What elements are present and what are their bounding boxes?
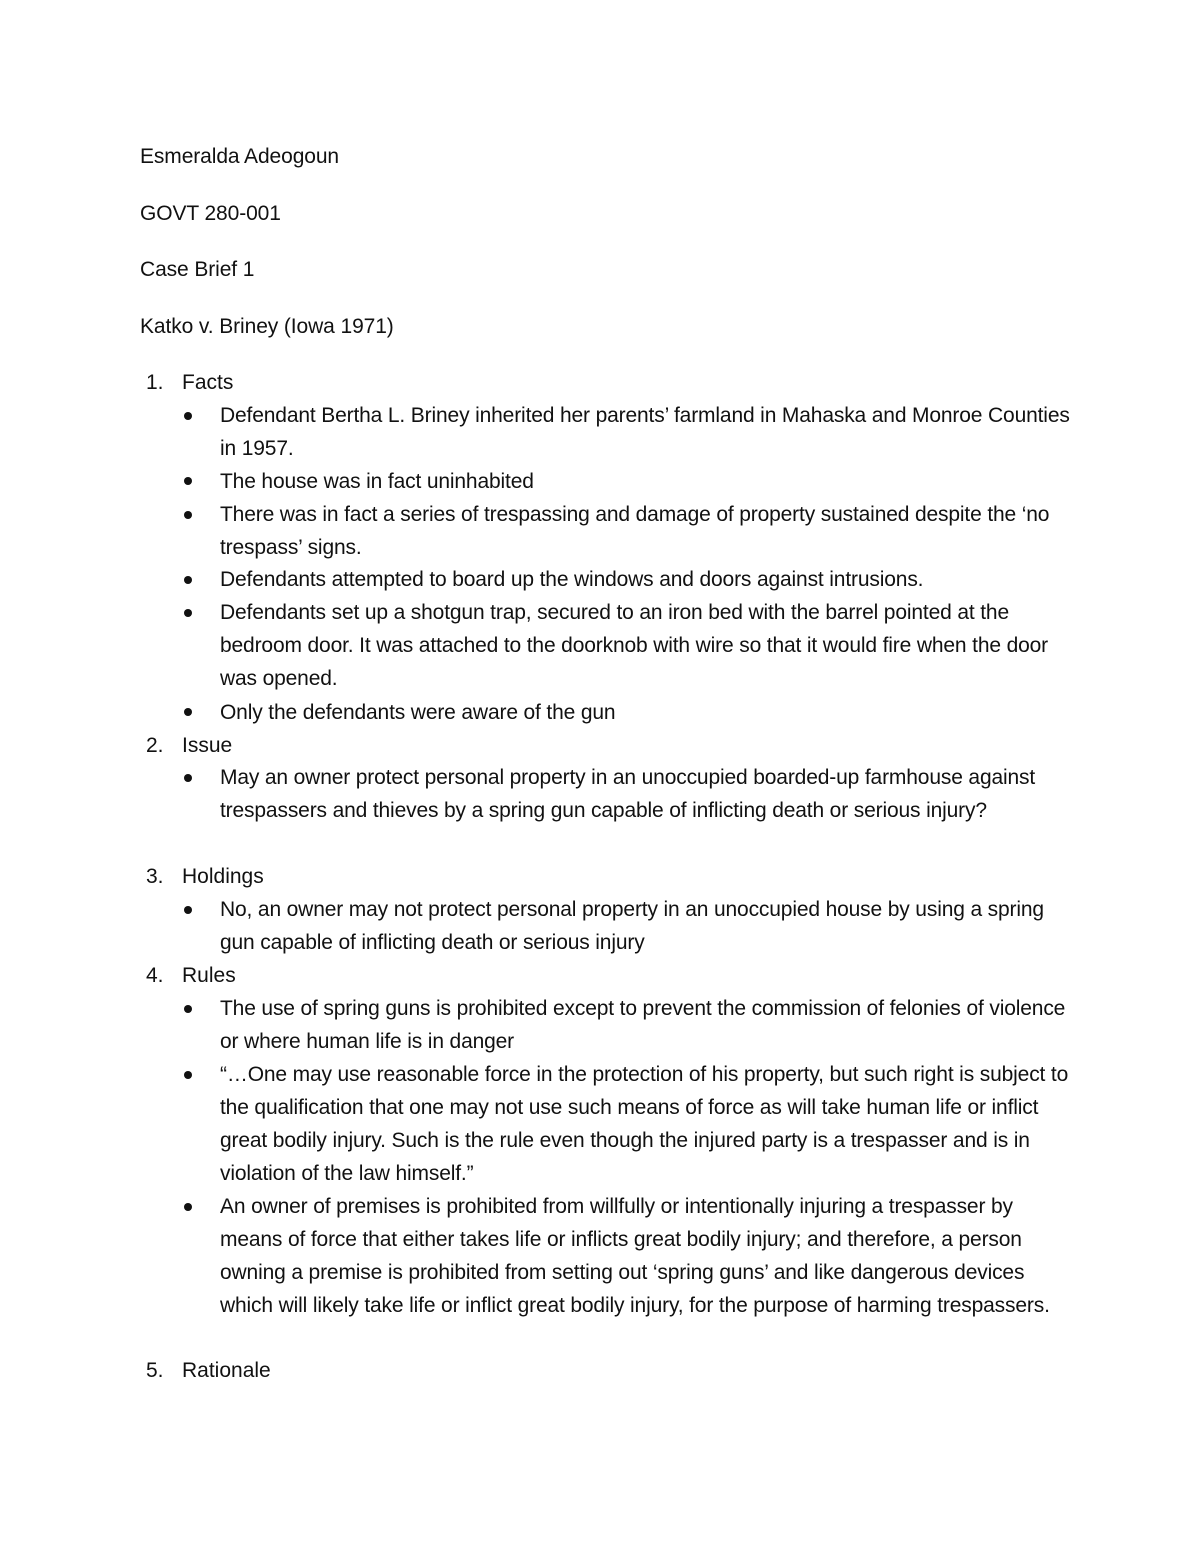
section-number: 5. — [146, 1359, 164, 1382]
bullet-icon — [184, 1203, 192, 1211]
section-title-holdings: Holdings — [182, 865, 264, 888]
list-item: May an owner protect personal property in an unoccupied boarded-up farmhouse against trespassers and thieves by a spring gun capable of inflicting death or serious injury? — [220, 766, 1036, 822]
list-item: The house was in fact uninhabited — [220, 470, 534, 493]
bullet-icon — [184, 1005, 192, 1013]
bullet-icon — [184, 708, 192, 716]
section-title-rationale: Rationale — [182, 1359, 271, 1382]
list-item: “…One may use reasonable force in the protection of his property, but such right is subject to the qualification that one may not use such means of force as will take human life or inflict great bodily injury. Such is the rule even though the injured party is a trespasser and is in violation of the law himself.” — [220, 1063, 1069, 1185]
section-number: 2. — [146, 734, 164, 757]
list-item: Defendants set up a shotgun trap, secured to an iron bed with the barrel pointed at the bedroom door. It was attached to the doorknob with wire so that it would fire when the door was opened. — [220, 601, 1049, 690]
author-name: Esmeralda Adeogoun — [140, 145, 340, 168]
bullet-icon — [184, 412, 192, 420]
list-item: Defendant Bertha L. Briney inherited her parents’ farmland in Mahaska and Monroe Counties in 1957. — [220, 404, 1070, 460]
course-code: GOVT 280-001 — [140, 202, 281, 225]
list-item: The use of spring guns is prohibited except to prevent the commission of felonies of violence or where human life is in danger — [220, 997, 1066, 1053]
section-number: 3. — [146, 865, 164, 888]
bullet-icon — [184, 477, 192, 485]
section-number: 4. — [146, 964, 164, 987]
section-title-rules: Rules — [182, 964, 236, 987]
list-item: There was in fact a series of trespassing and damage of property sustained despite the ‘no trespass’ signs. — [220, 503, 1050, 559]
bullet-icon — [184, 1071, 192, 1079]
bullet-icon — [184, 511, 192, 519]
section-title-facts: Facts — [182, 371, 234, 394]
bullet-icon — [184, 774, 192, 782]
section-number: 1. — [146, 371, 164, 394]
assignment-title: Case Brief 1 — [140, 258, 255, 281]
bullet-icon — [184, 906, 192, 914]
list-item: An owner of premises is prohibited from willfully or intentionally injuring a trespasser by means of force that either takes life or inflicts great bodily injury; and therefore, a person owning a premise is prohibited from setting out ‘spring guns’ and like dangerous devices which will likely take life or inflict great bodily injury, for the purpose of harming trespassers. — [220, 1195, 1050, 1317]
bullet-icon — [184, 609, 192, 617]
section-title-issue: Issue — [182, 734, 233, 757]
list-item: Defendants attempted to board up the windows and doors against intrusions. — [220, 568, 924, 591]
case-title: Katko v. Briney (Iowa 1971) — [140, 315, 394, 338]
bullet-icon — [184, 576, 192, 584]
list-item: Only the defendants were aware of the gun — [220, 701, 616, 724]
list-item: No, an owner may not protect personal property in an unoccupied house by using a spring gun capable of inflicting death or serious injury — [220, 898, 1044, 954]
